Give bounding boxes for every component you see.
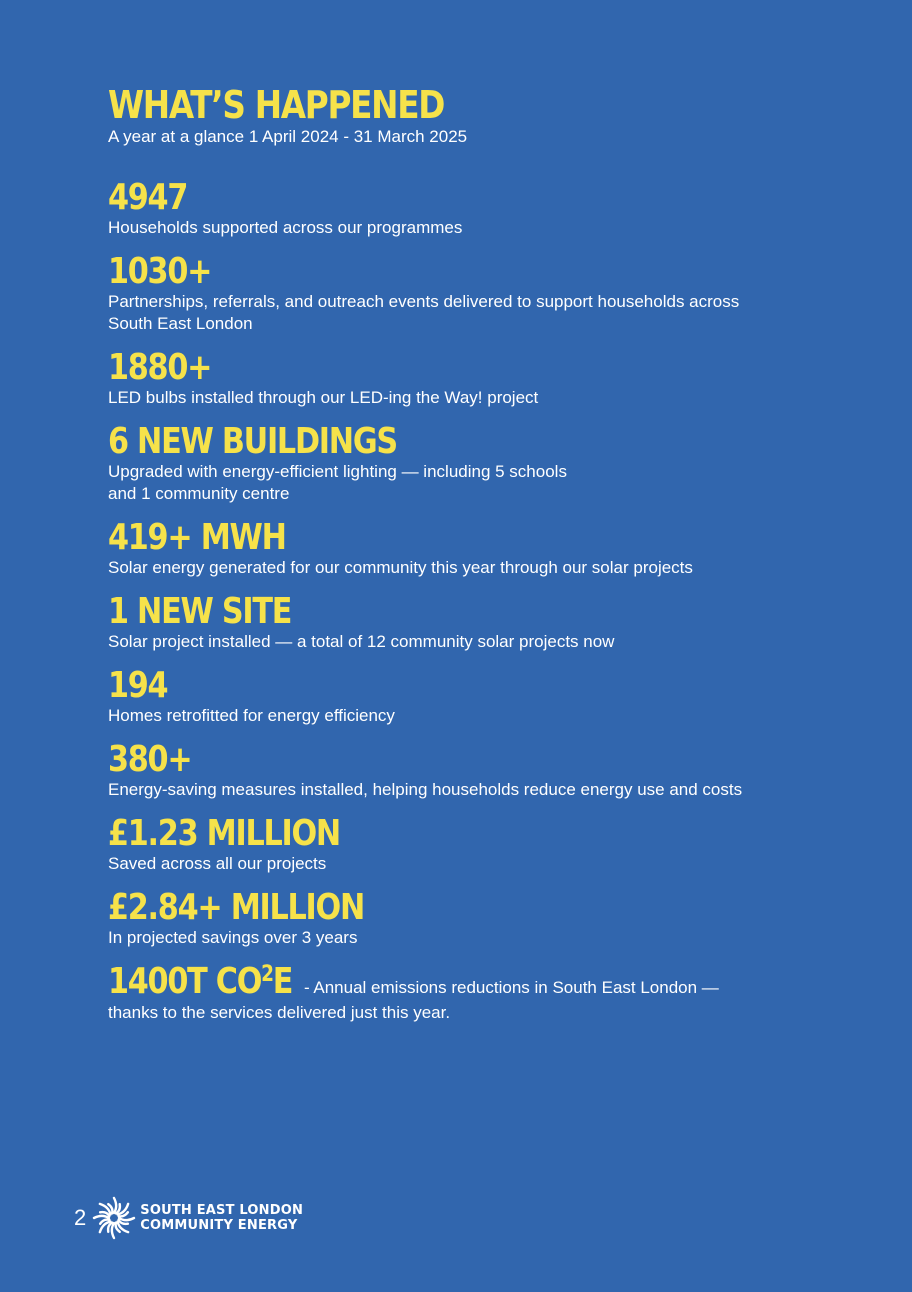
stat-description: In projected savings over 3 years xyxy=(108,928,358,947)
stat-description: Solar energy generated for our community this year through our solar projects xyxy=(108,558,693,577)
stat-value: 194 xyxy=(108,665,168,706)
sunburst-icon xyxy=(92,1196,136,1240)
stat-value: 380+ xyxy=(108,739,192,780)
stat-new-site xyxy=(108,592,768,653)
stat-value xyxy=(108,962,292,1002)
emissions-value: 1400T CO xyxy=(108,961,262,1002)
emissions-superscript: 2 xyxy=(261,962,273,987)
stat-description: Partnerships, referrals, and outreach events delivered to support households across South East London xyxy=(108,292,740,333)
stat-value: 4947 xyxy=(108,177,188,218)
stat-value: 1 NEW SITE xyxy=(108,591,292,632)
stat-homes-retrofitted xyxy=(108,666,768,727)
sunburst-ray xyxy=(114,1198,116,1213)
stat-description-line: Upgraded with energy-efficient lighting — including 5 schools xyxy=(108,462,567,481)
main-content xyxy=(108,84,768,1024)
stat-partnerships xyxy=(108,252,768,335)
stat-solar-energy xyxy=(108,518,768,579)
logo-line: SOUTH EAST LONDON xyxy=(140,1203,304,1218)
page-number: 2 xyxy=(74,1205,87,1230)
page-title: WHAT’S HAPPENED xyxy=(108,83,445,127)
stat-description: Saved across all our projects xyxy=(108,854,327,873)
page-subtitle: A year at a glance 1 April 2024 - 31 March 2025 xyxy=(108,127,468,146)
page-footer xyxy=(74,1196,303,1240)
stat-description: Homes retrofitted for energy efficiency xyxy=(108,706,395,725)
stat-description: - Annual emissions reductions in South East London — thanks to the services delivered just this year. xyxy=(108,978,719,1022)
stat-value: £2.84+ MILLION xyxy=(108,887,365,928)
stat-description: Households supported across our programmes xyxy=(108,218,463,237)
stat-emissions xyxy=(108,962,768,1024)
stat-value: 419+ MWH xyxy=(108,517,286,558)
stat-value: £1.23 MILLION xyxy=(108,813,340,854)
emissions-value-suffix: E xyxy=(272,961,293,1002)
logo-line: COMMUNITY ENERGY xyxy=(140,1218,298,1233)
stat-description xyxy=(108,461,748,505)
stat-description: Solar project installed — a total of 12 community solar projects now xyxy=(108,632,615,651)
stat-energy-measures xyxy=(108,740,768,801)
stat-households xyxy=(108,178,768,239)
stat-description: Energy-saving measures installed, helping households reduce energy use and costs xyxy=(108,780,743,799)
sunburst-ray xyxy=(119,1218,134,1220)
organisation-logo xyxy=(140,1203,303,1233)
sunburst-ray xyxy=(94,1216,109,1218)
stat-value: 6 NEW BUILDINGS xyxy=(108,421,397,462)
stat-value: 1880+ xyxy=(108,347,212,388)
stat-buildings xyxy=(108,422,768,505)
sunburst-ray xyxy=(112,1223,114,1238)
stat-description-line: and 1 community centre xyxy=(108,484,290,503)
stat-description: LED bulbs installed through our LED-ing the Way! project xyxy=(108,388,539,407)
stat-savings xyxy=(108,814,768,875)
stat-led-bulbs xyxy=(108,348,768,409)
stat-value: 1030+ xyxy=(108,251,212,292)
stat-projected-savings xyxy=(108,888,768,949)
